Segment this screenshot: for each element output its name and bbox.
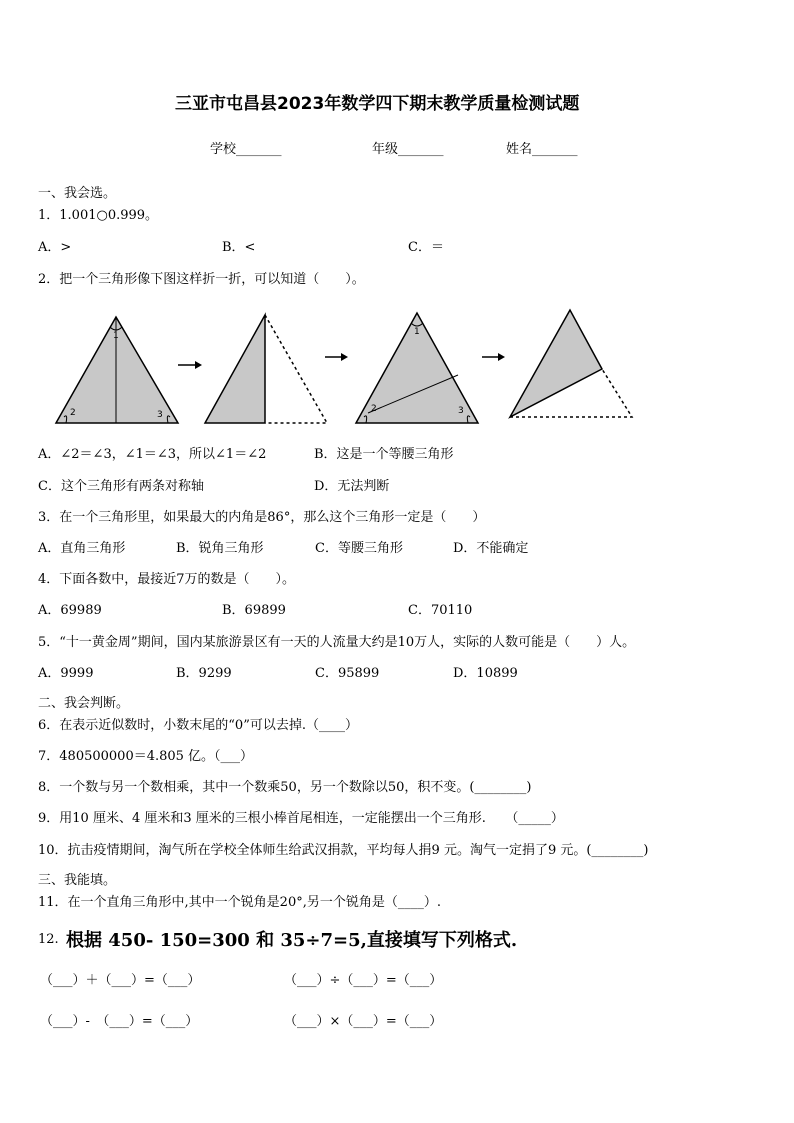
arrow-icon bbox=[341, 353, 348, 361]
section-heading-choose: 一、我会选。 bbox=[38, 186, 117, 201]
question-3-option-b[interactable]: B．锐角三角形 bbox=[176, 541, 264, 556]
question-5-option-d[interactable]: D．10899 bbox=[453, 666, 518, 681]
question-2-option-c[interactable]: C．这个三角形有两条对称轴 bbox=[38, 479, 204, 494]
angle-label-3: 3 bbox=[458, 406, 464, 416]
q12-row2-right[interactable]: （___）×（___）=（___） bbox=[284, 1014, 443, 1029]
question-4-option-b[interactable]: B．69899 bbox=[222, 603, 286, 618]
question-9[interactable]: 9．用10 厘米、4 厘米和3 厘米的三根小棒首尾相连，一定能摆出一个三角形. （_____） bbox=[38, 811, 564, 826]
question-3-stem: 3．在一个三角形里，如果最大的内角是86°，那么这个三角形一定是（ ） bbox=[38, 510, 486, 525]
question-2-stem: 2．把一个三角形像下图这样折一折，可以知道（ ）。 bbox=[38, 272, 365, 287]
section-heading-fill: 三、我能填。 bbox=[38, 873, 117, 888]
angle-label-1: 1 bbox=[414, 327, 420, 337]
grade-field[interactable]: 年级_______ bbox=[372, 142, 444, 157]
school-field[interactable]: 学校_______ bbox=[210, 142, 282, 157]
angle-label-2: 2 bbox=[371, 404, 377, 414]
question-11[interactable]: 11．在一个直角三角形中,其中一个锐角是20°,另一个锐角是（____）. bbox=[38, 895, 441, 910]
folding-triangle-figure bbox=[50, 305, 650, 430]
figure-triangle-2 bbox=[205, 315, 265, 423]
name-field[interactable]: 姓名_______ bbox=[506, 142, 578, 157]
question-1-option-c[interactable]: C．＝ bbox=[408, 240, 444, 255]
question-12-number: 12. bbox=[38, 932, 59, 947]
figure-triangle-4 bbox=[510, 310, 602, 417]
question-12-stem: 根据 450- 150=300 和 35÷7=5,直接填写下列格式. bbox=[66, 930, 518, 951]
question-5-option-a[interactable]: A．9999 bbox=[38, 666, 94, 681]
question-7[interactable]: 7．480500000＝4.805 亿。（___） bbox=[38, 749, 254, 764]
question-3-option-d[interactable]: D．不能确定 bbox=[453, 541, 529, 556]
section-heading-judge: 二、我会判断。 bbox=[38, 696, 130, 711]
question-5-stem: 5．“十一黄金周”期间，国内某旅游景区有一天的人流量大约是10万人，实际的人数可能是（ ）人。 bbox=[38, 635, 636, 650]
question-5-option-b[interactable]: B．9299 bbox=[176, 666, 232, 681]
question-2-option-b[interactable]: B．这是一个等腰三角形 bbox=[314, 447, 454, 462]
page-title: 三亚市屯昌县2023年数学四下期末教学质量检测试题 bbox=[175, 94, 580, 114]
question-1-stem: 1．1.001○0.999。 bbox=[38, 208, 159, 223]
question-2-option-d[interactable]: D．无法判断 bbox=[314, 479, 390, 494]
question-5-option-c[interactable]: C．95899 bbox=[315, 666, 380, 681]
question-1-option-a[interactable]: A．> bbox=[38, 240, 72, 255]
angle-label-2: 2 bbox=[70, 408, 76, 418]
question-4-option-a[interactable]: A．69989 bbox=[38, 603, 102, 618]
question-1-option-b[interactable]: B．< bbox=[222, 240, 256, 255]
question-4-option-c[interactable]: C．70110 bbox=[408, 603, 473, 618]
q12-row2-left[interactable]: （___）- （___）=（___） bbox=[40, 1014, 199, 1029]
angle-label-1: 1 bbox=[113, 331, 119, 341]
question-8[interactable]: 8．一个数与另一个数相乘，其中一个数乘50，另一个数除以50，积不变。(________) bbox=[38, 780, 532, 795]
question-2-option-a[interactable]: A．∠2＝∠3，∠1＝∠3，所以∠1＝∠2 bbox=[38, 447, 267, 462]
arrow-icon bbox=[498, 353, 505, 361]
question-6[interactable]: 6．在表示近似数时，小数末尾的“0”可以去掉.（____） bbox=[38, 718, 358, 733]
q12-row1-right[interactable]: （___）÷（___）=（___） bbox=[284, 973, 443, 988]
question-4-stem: 4．下面各数中，最接近7万的数是（ ）。 bbox=[38, 572, 296, 587]
q12-row1-left[interactable]: （___）＋（___）=（___） bbox=[40, 973, 201, 988]
question-3-option-c[interactable]: C．等腰三角形 bbox=[315, 541, 403, 556]
question-10[interactable]: 10．抗击疫情期间，淘气所在学校全体师生给武汉捐款，平均每人捐9 元。淘气一定捐了9 元。(________) bbox=[38, 843, 649, 858]
question-3-option-a[interactable]: A．直角三角形 bbox=[38, 541, 126, 556]
arrow-icon bbox=[195, 361, 202, 369]
angle-label-3: 3 bbox=[157, 410, 163, 420]
